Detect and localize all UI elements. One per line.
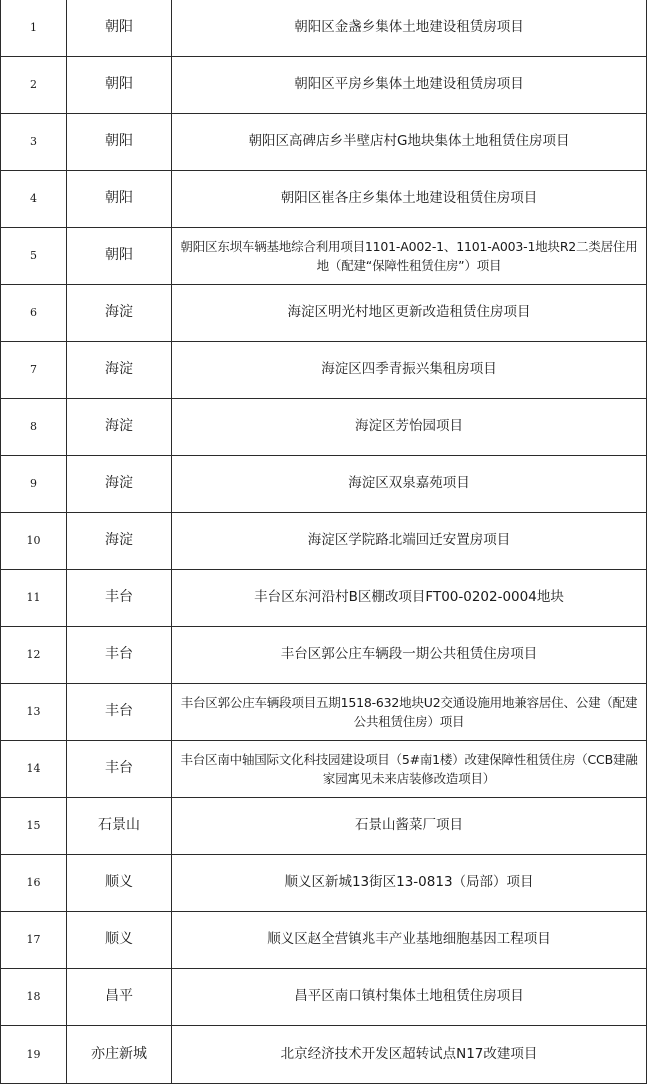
table-row [1,113,647,170]
table-row [1,626,647,683]
project-name-cell: 海淀区四季青振兴集租房项目 [172,341,647,398]
district-cell: 朝阳 [67,170,172,227]
table-row [1,341,647,398]
table-row [1,911,647,968]
project-name-cell: 石景山酱菜厂项目 [172,797,647,854]
district-cell: 石景山 [67,797,172,854]
project-name-cell: 丰台区东河沿村B区棚改项目FT00-0202-0004地块 [172,569,647,626]
project-name-cell: 海淀区明光村地区更新改造租赁住房项目 [172,284,647,341]
district-cell: 昌平 [67,968,172,1025]
row-number: 2 [1,56,67,113]
project-name-cell: 海淀区芳怡园项目 [172,398,647,455]
row-number: 1 [1,0,67,56]
table-row [1,968,647,1025]
district-cell: 海淀 [67,398,172,455]
project-name-cell: 朝阳区崔各庄乡集体土地建设租赁住房项目 [172,170,647,227]
row-number: 6 [1,284,67,341]
table-row [1,170,647,227]
district-cell: 朝阳 [67,227,172,284]
project-name-cell: 朝阳区高碑店乡半壁店村G地块集体土地租赁住房项目 [172,113,647,170]
table-row [1,227,647,284]
district-cell: 朝阳 [67,0,172,56]
district-cell: 丰台 [67,740,172,797]
project-name-cell: 顺义区新城13街区13-0813（局部）项目 [172,854,647,911]
table-row [1,0,647,56]
project-name-cell: 朝阳区平房乡集体土地建设租赁房项目 [172,56,647,113]
district-cell: 海淀 [67,512,172,569]
district-cell: 海淀 [67,455,172,512]
row-number: 16 [1,854,67,911]
project-name-cell: 海淀区双泉嘉苑项目 [172,455,647,512]
row-number: 19 [1,1025,67,1083]
table-row [1,569,647,626]
table-row [1,797,647,854]
district-cell: 丰台 [67,569,172,626]
project-name-cell: 北京经济技术开发区超转试点N17改建项目 [172,1025,647,1083]
district-cell: 朝阳 [67,56,172,113]
table-row [1,683,647,740]
row-number: 5 [1,227,67,284]
row-number: 9 [1,455,67,512]
district-cell: 顺义 [67,854,172,911]
row-number: 4 [1,170,67,227]
row-number: 18 [1,968,67,1025]
district-cell: 顺义 [67,911,172,968]
project-name-cell: 朝阳区金盏乡集体土地建设租赁房项目 [172,0,647,56]
row-number: 15 [1,797,67,854]
table-row [1,56,647,113]
district-cell: 丰台 [67,626,172,683]
row-number: 3 [1,113,67,170]
row-number: 17 [1,911,67,968]
district-cell: 海淀 [67,341,172,398]
project-name-cell: 海淀区学院路北端回迁安置房项目 [172,512,647,569]
table-row [1,398,647,455]
table-row [1,1025,647,1083]
district-cell: 海淀 [67,284,172,341]
district-cell: 亦庄新城 [67,1025,172,1083]
district-cell: 丰台 [67,683,172,740]
row-number: 8 [1,398,67,455]
table-row [1,284,647,341]
project-name-cell: 丰台区郭公庄车辆段项目五期1518-632地块U2交通设施用地兼容居住、公建（配建公共租赁住房）项目 [172,683,647,740]
table-row [1,854,647,911]
row-number: 10 [1,512,67,569]
project-name-cell: 朝阳区东坝车辆基地综合利用项目1101-A002-1、1101-A003-1地块R2二类居住用地（配建“保障性租赁住房”）项目 [172,227,647,284]
district-cell: 朝阳 [67,113,172,170]
row-number: 12 [1,626,67,683]
row-number: 14 [1,740,67,797]
table-row [1,455,647,512]
project-name-cell: 昌平区南口镇村集体土地租赁住房项目 [172,968,647,1025]
table-row [1,740,647,797]
row-number: 7 [1,341,67,398]
project-name-cell: 顺义区赵全营镇兆丰产业基地细胞基因工程项目 [172,911,647,968]
project-name-cell: 丰台区南中轴国际文化科技园建设项目（5#南1楼）改建保障性租赁住房（CCB建融家园寓见未来店装修改造项目） [172,740,647,797]
table-row [1,512,647,569]
row-number: 13 [1,683,67,740]
project-name-cell: 丰台区郭公庄车辆段一期公共租赁住房项目 [172,626,647,683]
row-number: 11 [1,569,67,626]
